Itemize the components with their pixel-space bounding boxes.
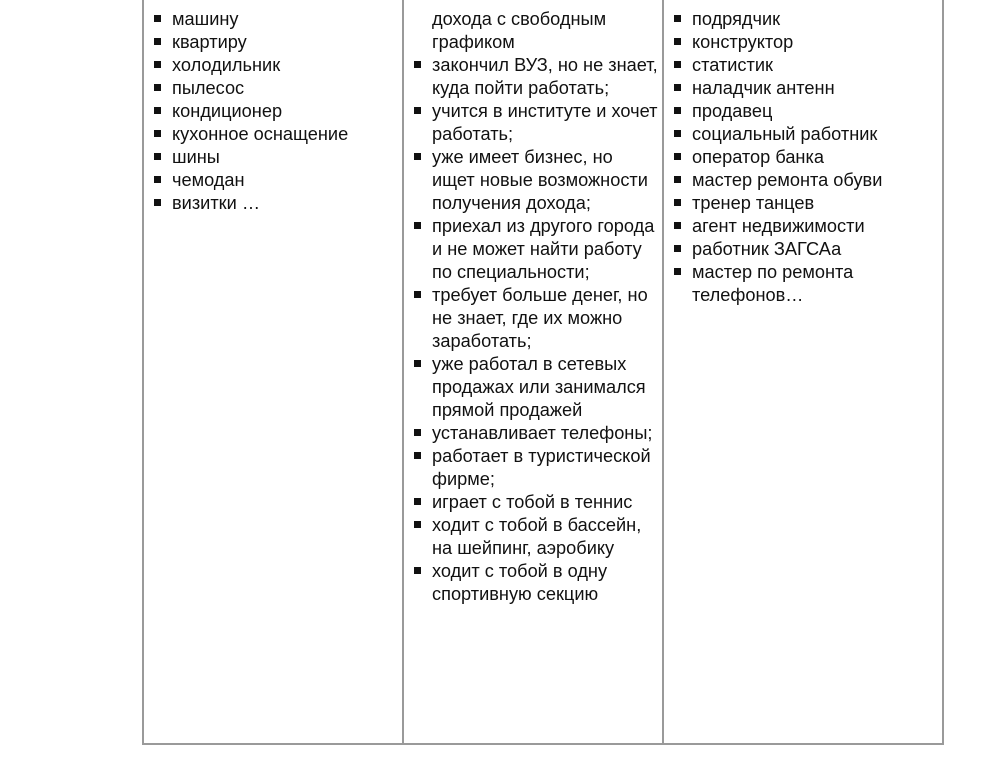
bullet-square-icon [414, 153, 421, 160]
list-item [672, 169, 938, 192]
column-people [403, 0, 663, 744]
bullet-square-icon [674, 268, 681, 275]
list-item [672, 238, 938, 261]
bullet-square-icon [674, 222, 681, 229]
bullet-square-icon [414, 291, 421, 298]
list-item-text: статистик [692, 55, 773, 75]
list-item-text: учится в институте и хочет работать; [432, 101, 658, 144]
table-row [143, 0, 943, 744]
bullet-square-icon [674, 84, 681, 91]
list-item [672, 261, 938, 307]
list-item [672, 215, 938, 238]
bullet-square-icon [154, 130, 161, 137]
bullet-list [152, 8, 398, 215]
list-item-text: мастер по ремонта телефонов… [692, 262, 854, 305]
list-item [152, 123, 398, 146]
list-item [672, 31, 938, 54]
list-item-text: машину [172, 9, 239, 29]
list-item-text: требует больше денег, но не знает, где их можно заработать; [432, 285, 648, 351]
list-item-text: работник ЗАГСАа [692, 239, 842, 259]
bullet-square-icon [674, 61, 681, 68]
list-item-text: пылесос [172, 78, 245, 98]
list-item-text: работает в туристической фирме; [432, 446, 651, 489]
bullet-square-icon [154, 153, 161, 160]
list-item-text: оператор банка [692, 147, 824, 167]
list-item-text: квартиру [172, 32, 247, 52]
list-item-text: шины [172, 147, 220, 167]
bullet-square-icon [414, 61, 421, 68]
list-item-text: социальный работник [692, 124, 878, 144]
bullet-square-icon [414, 452, 421, 459]
list-item [672, 146, 938, 169]
list-item-text: визитки … [172, 193, 261, 213]
bullet-square-icon [414, 360, 421, 367]
list-item [412, 445, 658, 491]
list-item [412, 560, 658, 606]
bullet-square-icon [674, 153, 681, 160]
list-item [672, 77, 938, 100]
bullet-square-icon [414, 222, 421, 229]
list-item [152, 169, 398, 192]
bullet-square-icon [154, 107, 161, 114]
list-item [672, 123, 938, 146]
list-item-text: уже имеет бизнес, но ищет новые возможности получения дохода; [432, 147, 648, 213]
bullet-square-icon [414, 429, 421, 436]
bullet-square-icon [674, 107, 681, 114]
list-item [412, 100, 658, 146]
bullet-square-icon [674, 199, 681, 206]
list-item-text: тренер танцев [692, 193, 815, 213]
list-item-text: устанавливает телефоны; [432, 423, 653, 443]
list-item-text: наладчик антенн [692, 78, 835, 98]
bullet-square-icon [674, 130, 681, 137]
list-item [412, 146, 658, 215]
column-purchases [143, 0, 403, 744]
list-item [152, 77, 398, 100]
bullet-square-icon [154, 199, 161, 206]
list-item [152, 31, 398, 54]
list-item [412, 491, 658, 514]
bullet-square-icon [154, 84, 161, 91]
list-item [412, 514, 658, 560]
bullet-square-icon [414, 521, 421, 528]
bullet-square-icon [414, 107, 421, 114]
list-item [672, 8, 938, 31]
list-item [672, 100, 938, 123]
bullet-list [412, 54, 658, 606]
column-professions [663, 0, 943, 744]
bullet-square-icon [414, 567, 421, 574]
list-item [412, 54, 658, 100]
list-item [672, 54, 938, 77]
list-item [152, 8, 398, 31]
list-item [152, 54, 398, 77]
list-item [412, 422, 658, 445]
list-item [152, 146, 398, 169]
list-item-text: подрядчик [692, 9, 781, 29]
list-item [412, 215, 658, 284]
list-item-text: закончил ВУЗ, но не знает, куда пойти работать; [432, 55, 658, 98]
list-item-text: продавец [692, 101, 773, 121]
list-item [412, 284, 658, 353]
list-item-text: уже работал в сетевых продажах или занимался прямой продажей [432, 354, 646, 420]
bullet-square-icon [674, 15, 681, 22]
bullet-square-icon [154, 38, 161, 45]
list-item-text: конструктор [692, 32, 794, 52]
continuation-text: дохода с свободным графиком [432, 9, 607, 52]
list-item-text: холодильник [172, 55, 281, 75]
bullet-square-icon [154, 176, 161, 183]
list-item-text: чемодан [172, 170, 245, 190]
bullet-square-icon [154, 15, 161, 22]
bullet-square-icon [154, 61, 161, 68]
list-item [412, 353, 658, 422]
bullet-square-icon [674, 176, 681, 183]
bullet-list [672, 8, 938, 307]
list-item [672, 192, 938, 215]
list-item [152, 100, 398, 123]
bullet-square-icon [674, 245, 681, 252]
list-item-text: агент недвижимости [692, 216, 865, 236]
list-item-text: мастер ремонта обуви [692, 170, 883, 190]
bullet-square-icon [674, 38, 681, 45]
bullet-square-icon [414, 498, 421, 505]
document-table [142, 0, 944, 745]
list-item-text: кондиционер [172, 101, 283, 121]
list-item-text: играет с тобой в теннис [432, 492, 633, 512]
list-item-text: приехал из другого города и не может найти работу по специальности; [432, 216, 655, 282]
list-item [152, 192, 398, 215]
list-item-text: ходит с тобой в бассейн, на шейпинг, аэробику [432, 515, 642, 558]
list-item-text: кухонное оснащение [172, 124, 349, 144]
list-item-text: ходит с тобой в одну спортивную секцию [432, 561, 608, 604]
